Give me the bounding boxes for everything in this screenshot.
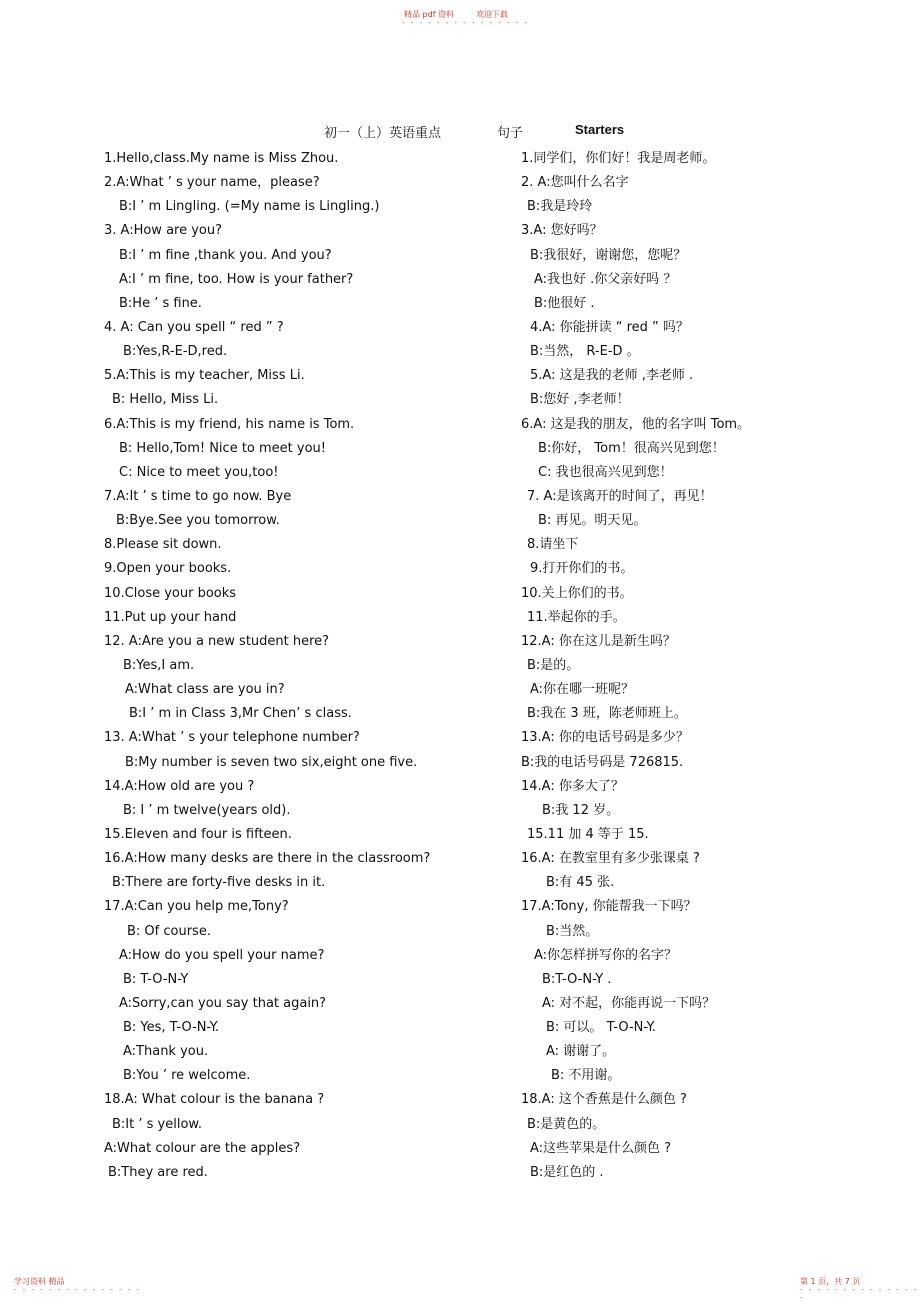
english-sentence-line: 3. A:How are you?	[104, 223, 223, 239]
english-sentence-line: B: I ’ m twelve(years old).	[123, 802, 291, 818]
english-sentence-line: B:I ’ m in Class 3,Mr Chen’ s class.	[129, 706, 352, 722]
chinese-sentence-line: 18.A: 这个香蕉是什么颜色 ?	[521, 1092, 687, 1108]
chinese-sentence-line: 8.请坐下	[527, 537, 579, 553]
english-sentence-line: 6.A:This is my friend, his name is Tom.	[104, 416, 355, 432]
chinese-sentence-line: B:您好 ,李老师！	[530, 392, 630, 408]
chinese-sentence-line: B: 不用谢。	[551, 1068, 621, 1084]
chinese-sentence-line: B:有 45 张.	[546, 875, 615, 891]
english-sentence-line: 12. A:Are you a new student here?	[104, 633, 330, 649]
header-dots: - - - - - - - - - - - - - - -	[402, 19, 530, 27]
chinese-sentence-line: 6.A: 这是我的朋友，他的名字叫 Tom。	[521, 416, 751, 432]
chinese-sentence-line: 16.A: 在教室里有多少张课桌 ?	[521, 851, 700, 867]
english-sentence-line: B:You ’ re welcome.	[123, 1068, 251, 1084]
english-sentence-line: C: Nice to meet you,too!	[119, 464, 279, 480]
english-sentence-line: A:What class are you in?	[125, 682, 285, 698]
english-sentence-line: B: Hello, Miss Li.	[112, 392, 219, 408]
header-left: 精品 pdf 资料	[404, 10, 455, 19]
english-sentence-line: B:He ’ s fine.	[119, 295, 202, 311]
header-right: 欢迎下载	[476, 10, 508, 19]
english-sentence-line: B:My number is seven two six,eight one five.	[125, 754, 418, 770]
chinese-sentence-line: 5.A: 这是我的老师 ,李老师 .	[530, 368, 694, 384]
english-sentence-line: 11.Put up your hand	[104, 609, 237, 625]
english-sentence-line: A:How do you spell your name?	[119, 947, 325, 963]
chinese-sentence-line: 12.A: 你在这儿是新生吗？	[521, 633, 676, 649]
chinese-sentence-line: B: 再见。明天见。	[538, 513, 647, 529]
footer-left-dots: - - - - - - - - - - - - - - -	[14, 1286, 142, 1294]
chinese-sentence-line: 17.A:Tony, 你能帮我一下吗？	[521, 899, 697, 915]
chinese-sentence-line: A:你在哪一班呢？	[530, 682, 635, 698]
chinese-sentence-line: 7. A:是该离开的时间了，再见！	[527, 488, 713, 504]
english-sentence-line: A:Thank you.	[123, 1044, 209, 1060]
title-part-1: 初一（上）英语重点	[324, 126, 442, 141]
english-sentence-line: B: Of course.	[127, 923, 211, 939]
title-part-3: Starters	[575, 122, 625, 137]
english-sentence-line: 16.A:How many desks are there in the classroom?	[104, 851, 431, 867]
chinese-sentence-line: B:我的电话号码是 726815.	[521, 754, 684, 770]
chinese-sentence-line: 11.举起你的手。	[527, 609, 626, 625]
chinese-sentence-line: 15.11 加 4 等于 15.	[527, 826, 649, 842]
english-sentence-line: A:What colour are the apples?	[104, 1140, 301, 1156]
english-sentence-line: 10.Close your books	[104, 585, 237, 601]
english-sentence-line: B:Bye.See you tomorrow.	[116, 513, 280, 529]
chinese-sentence-line: A:我也好 .你父亲好吗 ？	[534, 271, 677, 287]
chinese-sentence-line: 2. A:您叫什么名字	[521, 175, 629, 191]
chinese-sentence-line: B:当然， R-E-D 。	[530, 344, 640, 360]
chinese-sentence-line: A: 对不起，你能再说一下吗？	[542, 995, 716, 1011]
english-sentence-line: B:I ’ m Lingling. (=My name is Lingling.)	[119, 199, 380, 215]
english-sentence-line: B:Yes,R-E-D,red.	[123, 344, 228, 360]
chinese-sentence-line: A:这些苹果是什么颜色 ?	[530, 1140, 672, 1156]
chinese-sentence-line: 13.A: 你的电话号码是多少？	[521, 730, 689, 746]
chinese-sentence-line: B:他很好 .	[534, 295, 595, 311]
chinese-column	[521, 147, 891, 1185]
chinese-sentence-line: 10.关上你们的书。	[521, 585, 633, 601]
english-sentence-line: A:Sorry,can you say that again?	[119, 995, 327, 1011]
footer-page-number: 第 1 页，共 7 页	[800, 1277, 861, 1286]
english-sentence-line: B:They are red.	[108, 1164, 208, 1180]
english-sentence-line: 2.A:What ’ s your name，please?	[104, 175, 320, 191]
chinese-sentence-line: B: 可以。 T-O-N-Y.	[546, 1020, 656, 1036]
chinese-sentence-line: B:T-O-N-Y .	[542, 971, 612, 987]
chinese-sentence-line: B:是红色的 .	[530, 1164, 604, 1180]
chinese-sentence-line: 14.A: 你多大了？	[521, 778, 624, 794]
english-sentence-line: 14.A:How old are you ?	[104, 778, 255, 794]
english-sentence-line: B: T-O-N-Y	[123, 971, 189, 987]
english-sentence-line: 7.A:It ’ s time to go now. Bye	[104, 488, 292, 504]
chinese-sentence-line: B:我在 3 班，陈老师班上。	[527, 706, 687, 722]
title-part-2: 句子	[497, 126, 524, 141]
english-sentence-line: 18.A: What colour is the banana ?	[104, 1092, 325, 1108]
footer-left: 学习资料 精品	[14, 1277, 65, 1286]
english-sentence-line: B: Hello,Tom! Nice to meet you!	[119, 440, 326, 456]
chinese-sentence-line: A:你怎样拼写你的名字？	[534, 947, 678, 963]
chinese-sentence-line: B:当然。	[546, 923, 599, 939]
chinese-sentence-line: B:是的。	[527, 657, 580, 673]
english-sentence-line: 8.Please sit down.	[104, 537, 222, 553]
english-column	[104, 147, 504, 1185]
chinese-sentence-line: 3.A: 您好吗？	[521, 223, 603, 239]
chinese-sentence-line: 1.同学们，你们好！我是周老师。	[521, 151, 716, 166]
english-sentence-line: A:I ’ m fine, too. How is your father?	[119, 271, 354, 287]
footer-right-dots: - - - - - - - - - - - - - - -	[800, 1286, 919, 1302]
chinese-sentence-line: B:我 12 岁。	[542, 802, 620, 818]
english-sentence-line: 9.Open your books.	[104, 561, 232, 577]
chinese-sentence-line: B:你好， Tom！很高兴见到您！	[538, 440, 725, 456]
english-sentence-line: B:I ’ m fine ,thank you. And you?	[119, 247, 332, 263]
english-sentence-line: 5.A:This is my teacher, Miss Li.	[104, 368, 305, 384]
chinese-sentence-line: A: 谢谢了。	[546, 1044, 616, 1060]
chinese-sentence-line: B:是黄色的。	[527, 1116, 606, 1132]
english-sentence-line: B:There are forty-five desks in it.	[112, 875, 326, 891]
english-sentence-line: 15.Eleven and four is fifteen.	[104, 826, 292, 842]
chinese-sentence-line: B:我是玲玲	[527, 199, 593, 215]
english-sentence-line: 17.A:Can you help me,Tony?	[104, 899, 289, 915]
english-sentence-line: B:Yes,I am.	[123, 657, 195, 673]
english-sentence-line: B: Yes, T-O-N-Y.	[123, 1020, 220, 1036]
english-sentence-line: 1.Hello,class.My name is Miss Zhou.	[104, 151, 339, 166]
chinese-sentence-line: C: 我也很高兴见到您！	[538, 464, 673, 480]
chinese-sentence-line: 9.打开你们的书。	[530, 561, 634, 577]
english-sentence-line: 13. A:What ’ s your telephone number?	[104, 730, 360, 746]
chinese-sentence-line: 4.A: 你能拼读 “ red ” 吗？	[530, 319, 689, 335]
english-sentence-line: B:It ’ s yellow.	[112, 1116, 202, 1132]
chinese-sentence-line: B:我很好，谢谢您，您呢？	[530, 247, 687, 263]
english-sentence-line: 4. A: Can you spell “ red ” ?	[104, 319, 284, 335]
